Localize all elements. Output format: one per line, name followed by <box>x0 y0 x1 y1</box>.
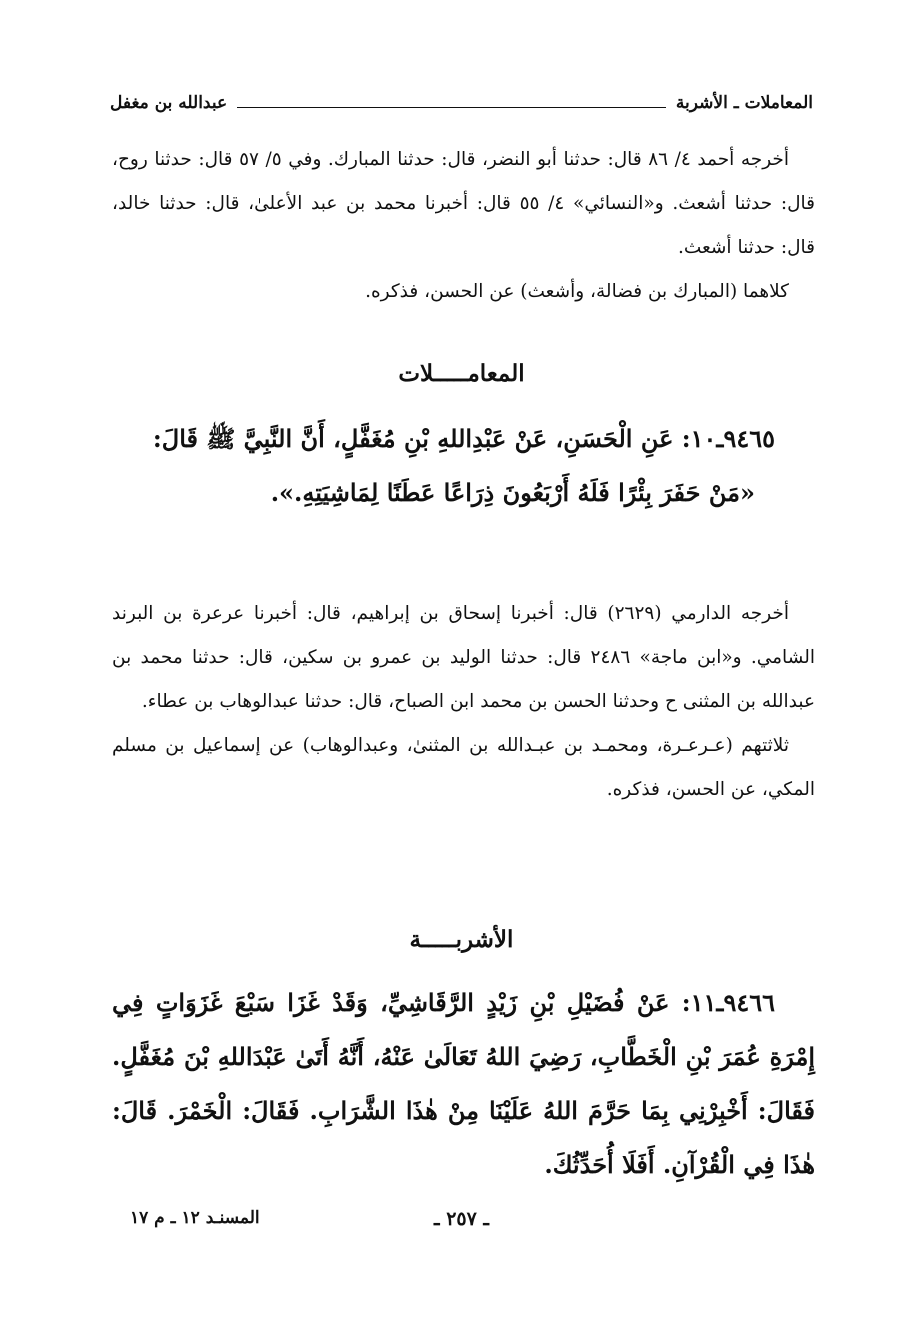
hadith-isnad: ٩٤٦٥ـ١٠: عَنِ الْحَسَنِ، عَنْ عَبْدِاللهِ بْنِ مُغَفَّلٍ، أَنَّ النَّبِيَّ ﷺ قَالَ: <box>152 424 775 453</box>
page-number: ـ ٢٥٧ ـ <box>434 1208 489 1230</box>
hadith-matn: «مَنْ حَفَرَ بِئْرًا فَلَهُ أَرْبَعُونَ ذِرَاعًا عَطَنًا لِمَاشِيَتِهِ.». <box>270 478 755 507</box>
hadith-text: ٩٤٦٦ـ١١: عَنْ فُضَيْلِ بْنِ زَيْدٍ الرَّقَاشِيِّ، وَقَدْ غَزَا سَبْعَ غَزَوَاتٍ فِي إِمْرَةِ عُمَرَ بْنِ الْخَطَّابِ، رَضِيَ اللهُ تَعَالَىٰ عَنْهُ، أَنَّهُ أَتَىٰ عَبْدَاللهِ بْنَ مُغَفَّلٍ. فَقَالَ: أَخْبِرْنِي بِمَا حَرَّمَ اللهُ عَلَيْنَا مِنْ هٰذَا الشَّرَابِ. فَقَالَ: الْخَمْرَ. قَالَ: هٰذَا فِي الْقُرْآنِ. أَفَلَا أُحَدِّثُكَ. <box>112 988 815 1179</box>
section-title-ashriba: الأشربـــــة <box>409 926 514 953</box>
section-title-muamalat: المعامـــــلات <box>398 360 525 387</box>
takhrij-note-2 <box>112 592 815 812</box>
page-footer <box>130 1208 793 1238</box>
hadith-9465 <box>112 412 815 520</box>
running-header <box>110 88 813 118</box>
hadith-9466 <box>112 976 815 1192</box>
note-paragraph: ثلاثتهم (عـرعـرة، ومحمـد بن عبـدالله بن المثنىٰ، وعبدالوهاب) عن إسماعيل بن مسلم المكي، عن الحسن، فذكره. <box>112 735 815 800</box>
note-paragraph: أخرجه الدارمي (٢٦٢٩) قال: أخبرنا إسحاق بن إبراهيم، قال: أخبرنا عرعرة بن البرند الشامي. و«ابن ماجة» ٢٤٨٦ قال: حدثنا الوليد بن عمرو بن سكين، قال: حدثنا محمد بن عبدالله بن المثنى ح وحدثنا الحسن بن محمد ابن الصباح، قال: حدثنا عبدالوهاب بن عطاء. <box>112 603 815 712</box>
note-paragraph: أخرجه أحمد ٤/ ٨٦ قال: حدثنا أبو النضر، قال: حدثنا المبارك. وفي ٥/ ٥٧ قال: حدثنا روح، قال: حدثنا أشعث. و«النسائي» ٤/ ٥٥ قال: أخبرنا محمد بن عبد الأعلىٰ، قال: حدثنا خالد، قال: حدثنا أشعث. <box>112 149 815 258</box>
header-narrator: عبدالله بن مغفل <box>110 93 228 113</box>
header-rule <box>237 107 666 108</box>
note-paragraph: كلاهما (المبارك بن فضالة، وأشعث) عن الحسن، فذكره. <box>365 281 789 302</box>
volume-signature: المسنـد ١٢ ـ م ١٧ <box>130 1208 260 1228</box>
takhrij-note-1 <box>112 138 815 314</box>
header-section-title: المعاملات ـ الأشربة <box>675 93 813 113</box>
